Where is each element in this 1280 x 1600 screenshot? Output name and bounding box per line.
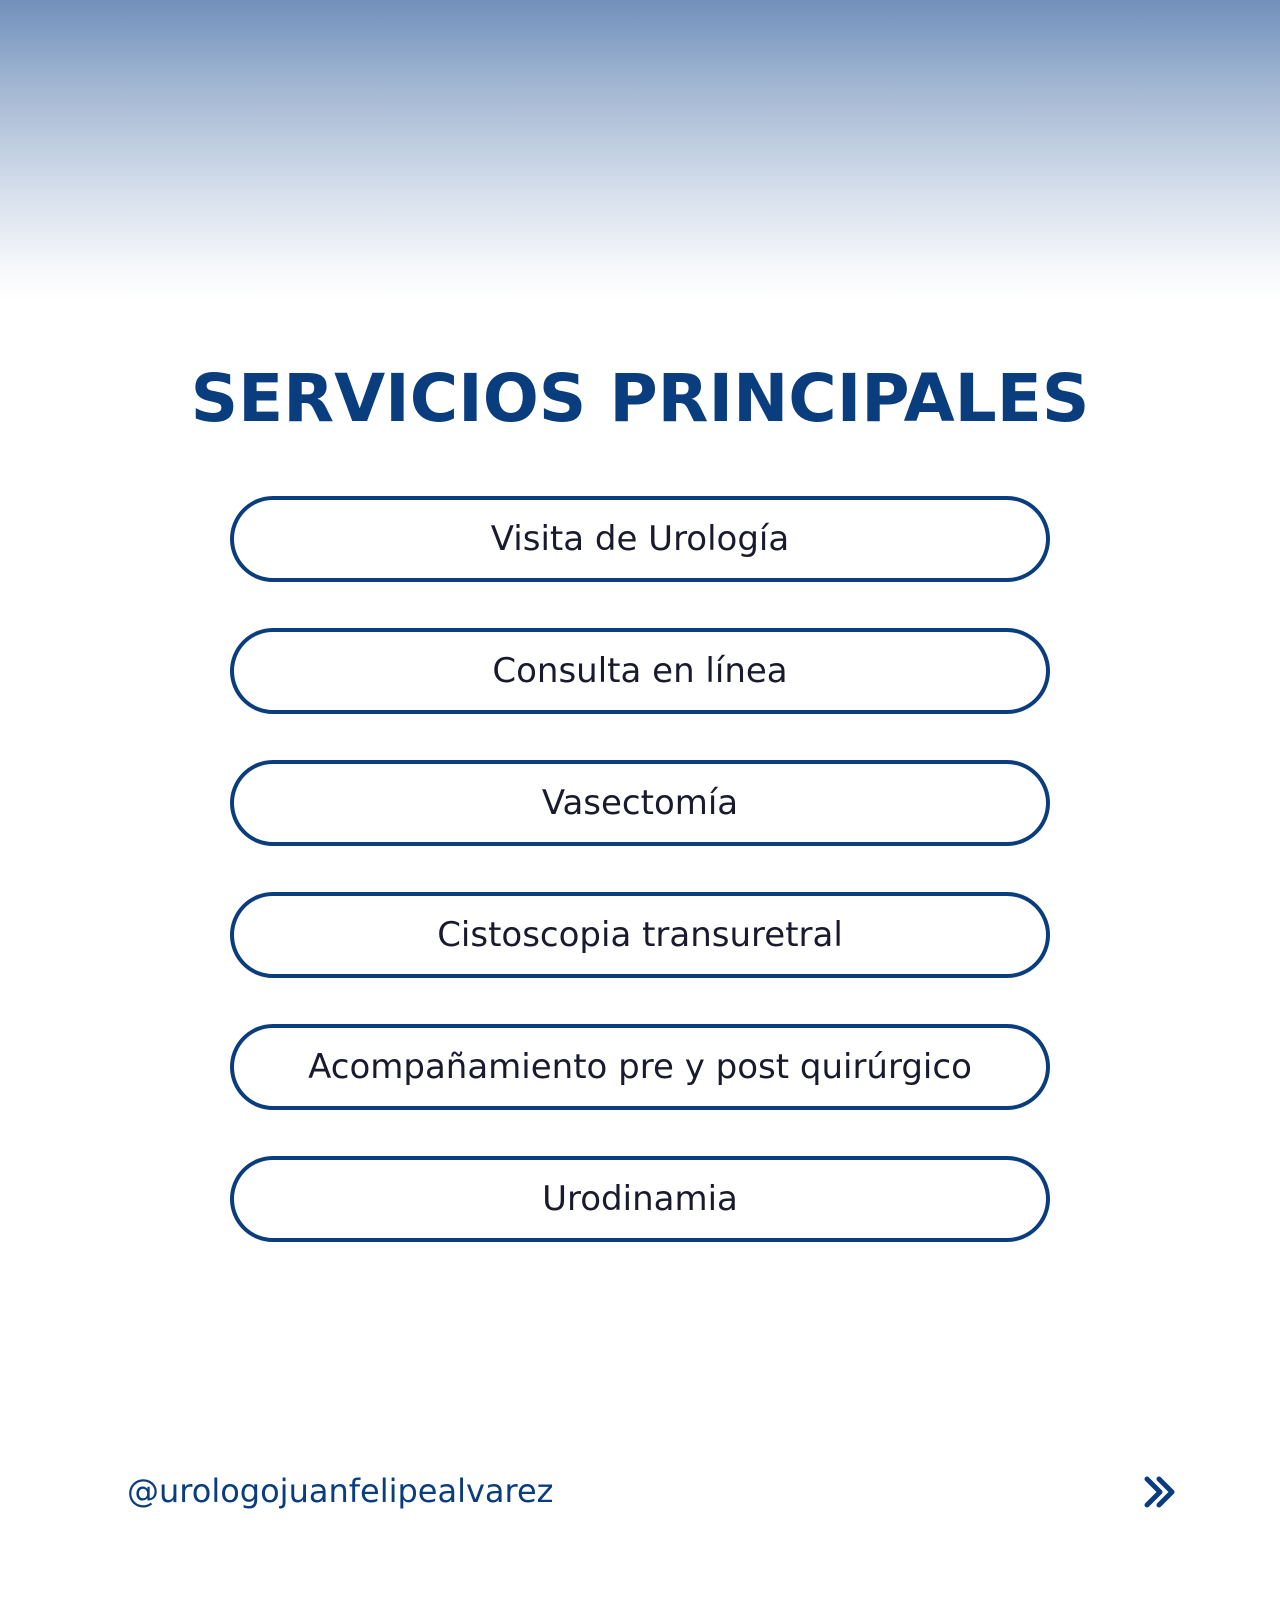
service-label: Visita de Urología [490, 519, 790, 559]
double-chevron-right-icon[interactable] [1142, 1474, 1178, 1510]
service-label: Vasectomía [541, 783, 739, 823]
page-title: SERVICIOS PRINCIPALES [190, 360, 1090, 437]
service-label: Cistoscopia transuretral [437, 915, 843, 955]
service-label: Acompañamiento pre y post quirúrgico [308, 1047, 972, 1087]
service-item-consulta-en-linea[interactable] [230, 628, 1050, 714]
service-item-cistoscopia[interactable] [230, 892, 1050, 978]
service-item-urodinamia[interactable] [230, 1156, 1050, 1242]
service-label: Consulta en línea [492, 651, 788, 691]
social-handle: @urologojuanfelipealvarez [127, 1472, 554, 1510]
service-item-visita-urologia[interactable] [230, 496, 1050, 582]
service-label: Urodinamia [542, 1179, 738, 1219]
services-list [230, 496, 1050, 1288]
header-gradient-banner [0, 0, 1280, 300]
service-item-acompanamiento[interactable] [230, 1024, 1050, 1110]
service-item-vasectomia[interactable] [230, 760, 1050, 846]
